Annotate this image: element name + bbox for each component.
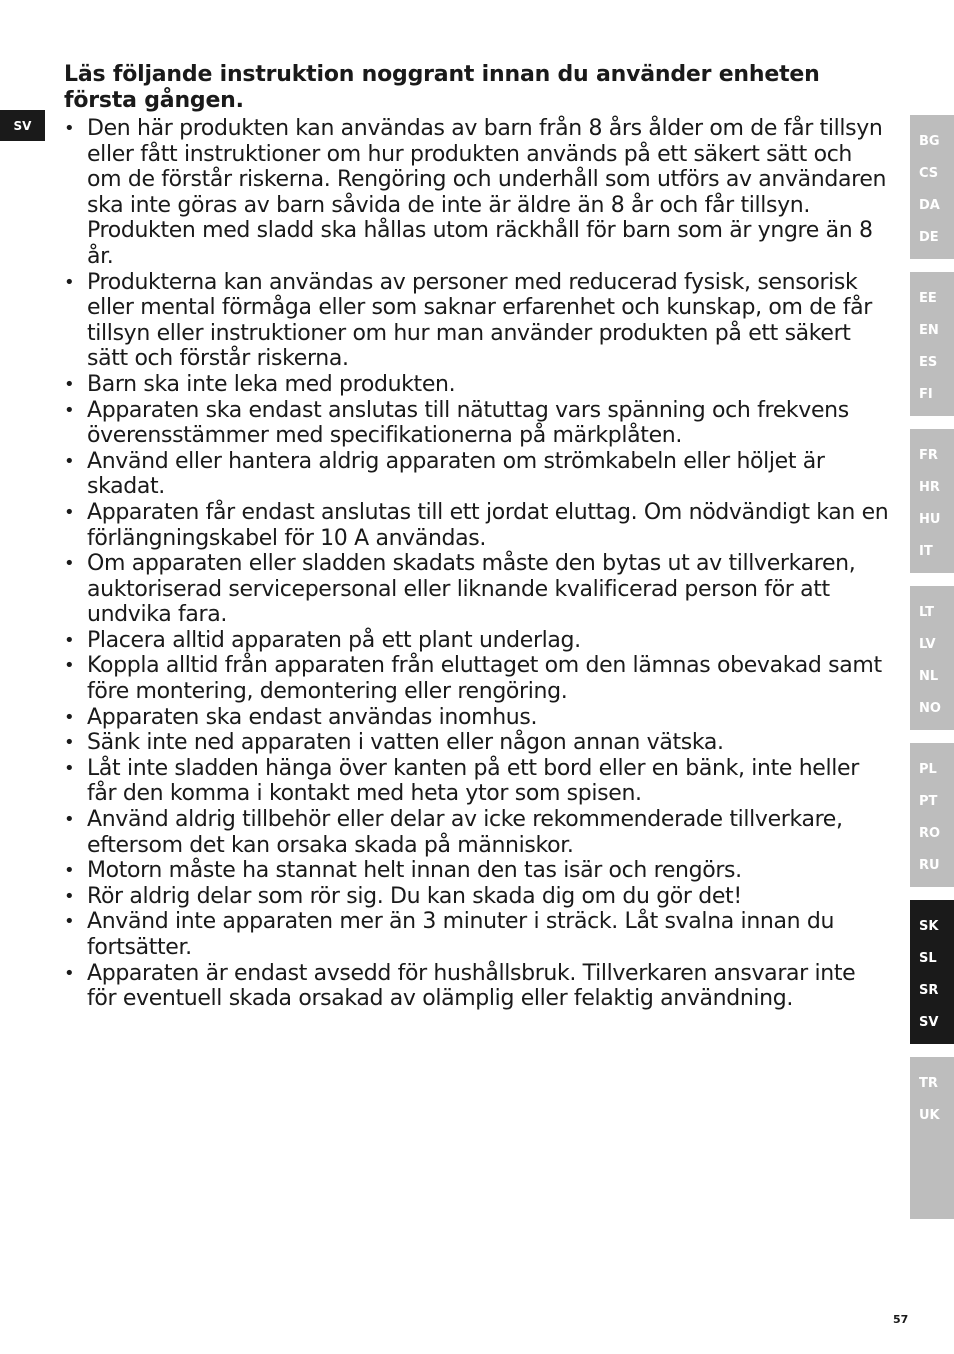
language-code-es[interactable]: ES	[919, 354, 938, 370]
language-group	[910, 586, 954, 730]
language-code-no[interactable]: NO	[919, 700, 941, 716]
list-item: • Placera alltid apparaten på ett plant underlag.	[64, 628, 890, 654]
language-code-bg[interactable]: BG	[919, 133, 940, 149]
list-item: • Produkterna kan användas av personer med reducerad fysisk, sensorisk eller mental förmåga eller som saknar erfarenhet och kunskap, om de får tillsyn eller instruktioner om hur man använder produkten på ett säkert sätt och förstår riskerna.	[64, 270, 890, 372]
list-item: • Apparaten får endast anslutas till ett jordat eluttag. Om nödvändigt kan en förlängningskabel för 10 A användas.	[64, 500, 890, 551]
language-code-ru[interactable]: RU	[919, 857, 940, 873]
list-item: • Apparaten ska endast användas inomhus.	[64, 705, 890, 731]
language-code-uk[interactable]: UK	[919, 1107, 940, 1123]
language-code-hu[interactable]: HU	[919, 511, 941, 527]
list-item: • Använd inte apparaten mer än 3 minuter i sträck. Låt svalna innan du fortsätter.	[64, 909, 890, 960]
language-group	[910, 429, 954, 573]
language-tag: SV	[0, 110, 45, 141]
page-heading: Läs följande instruktion noggrant innan du använder enheten första gången.	[64, 62, 820, 113]
language-code-de[interactable]: DE	[919, 229, 939, 245]
list-item: • Om apparaten eller sladden skadats måste den bytas ut av tillverkaren, auktoriserad servicepersonal eller liknande kvalificerad person för att undvika fara.	[64, 551, 890, 628]
language-code-lt[interactable]: LT	[919, 604, 934, 620]
safety-instructions-list	[64, 116, 890, 1012]
language-group	[910, 272, 954, 416]
language-code-pl[interactable]: PL	[919, 761, 937, 777]
language-code-en[interactable]: EN	[919, 322, 939, 338]
language-code-ee[interactable]: EE	[919, 290, 937, 306]
language-code-nl[interactable]: NL	[919, 668, 939, 684]
language-code-sv[interactable]: SV	[919, 1014, 939, 1030]
language-code-da[interactable]: DA	[919, 197, 940, 213]
language-group	[910, 1057, 954, 1219]
language-code-cs[interactable]: CS	[919, 165, 939, 181]
list-item: • Rör aldrig delar som rör sig. Du kan skada dig om du gör det!	[64, 884, 890, 910]
list-item: • Apparaten ska endast anslutas till nätuttag vars spänning och frekvens överensstämmer med specifikationerna på märkplåten.	[64, 398, 890, 449]
language-group	[910, 743, 954, 887]
list-item: • Sänk inte ned apparaten i vatten eller någon annan vätska.	[64, 730, 890, 756]
list-item: • Apparaten är endast avsedd för hushållsbruk. Tillverkaren ansvarar inte för eventuell skada orsakad av olämplig eller felaktig användning.	[64, 961, 890, 1012]
language-code-tr[interactable]: TR	[919, 1075, 938, 1091]
list-item: • Motorn måste ha stannat helt innan den tas isär och rengörs.	[64, 858, 890, 884]
list-item: • Den här produkten kan användas av barn från 8 års ålder om de får tillsyn eller fått instruktioner om hur produkten används på ett säkert sätt och om de förstår riskerna. Rengöring och underhåll som utförs av användaren ska inte göras av barn såvida de inte är äldre än 8 år och får tillsyn. Produkten med sladd ska hållas utom räckhåll för barn som är yngre än 8 år.	[64, 116, 890, 270]
list-item: • Koppla alltid från apparaten från eluttaget om den lämnas obevakad samt före montering, demontering eller rengöring.	[64, 653, 890, 704]
list-item: • Låt inte sladden hänga över kanten på ett bord eller en bänk, inte heller får den komma i kontakt med heta ytor som spisen.	[64, 756, 890, 807]
list-item: • Barn ska inte leka med produkten.	[64, 372, 890, 398]
language-sidebar	[910, 115, 954, 1232]
language-code-hr[interactable]: HR	[919, 479, 940, 495]
list-item: • Använd aldrig tillbehör eller delar av icke rekommenderade tillverkare, eftersom det kan orsaka skada på människor.	[64, 807, 890, 858]
language-code-fi[interactable]: FI	[919, 386, 933, 402]
language-code-it[interactable]: IT	[919, 543, 933, 559]
language-code-ro[interactable]: RO	[919, 825, 941, 841]
language-code-lv[interactable]: LV	[919, 636, 936, 652]
list-item: • Använd eller hantera aldrig apparaten om strömkabeln eller höljet är skadat.	[64, 449, 890, 500]
language-code-fr[interactable]: FR	[919, 447, 938, 463]
language-group	[910, 900, 954, 1044]
page-number: 57	[893, 1313, 909, 1326]
language-code-sk[interactable]: SK	[919, 918, 939, 934]
language-code-pt[interactable]: PT	[919, 793, 938, 809]
language-code-sl[interactable]: SL	[919, 950, 937, 966]
language-code-sr[interactable]: SR	[919, 982, 939, 998]
language-group	[910, 115, 954, 259]
instructions-section	[64, 62, 890, 1012]
